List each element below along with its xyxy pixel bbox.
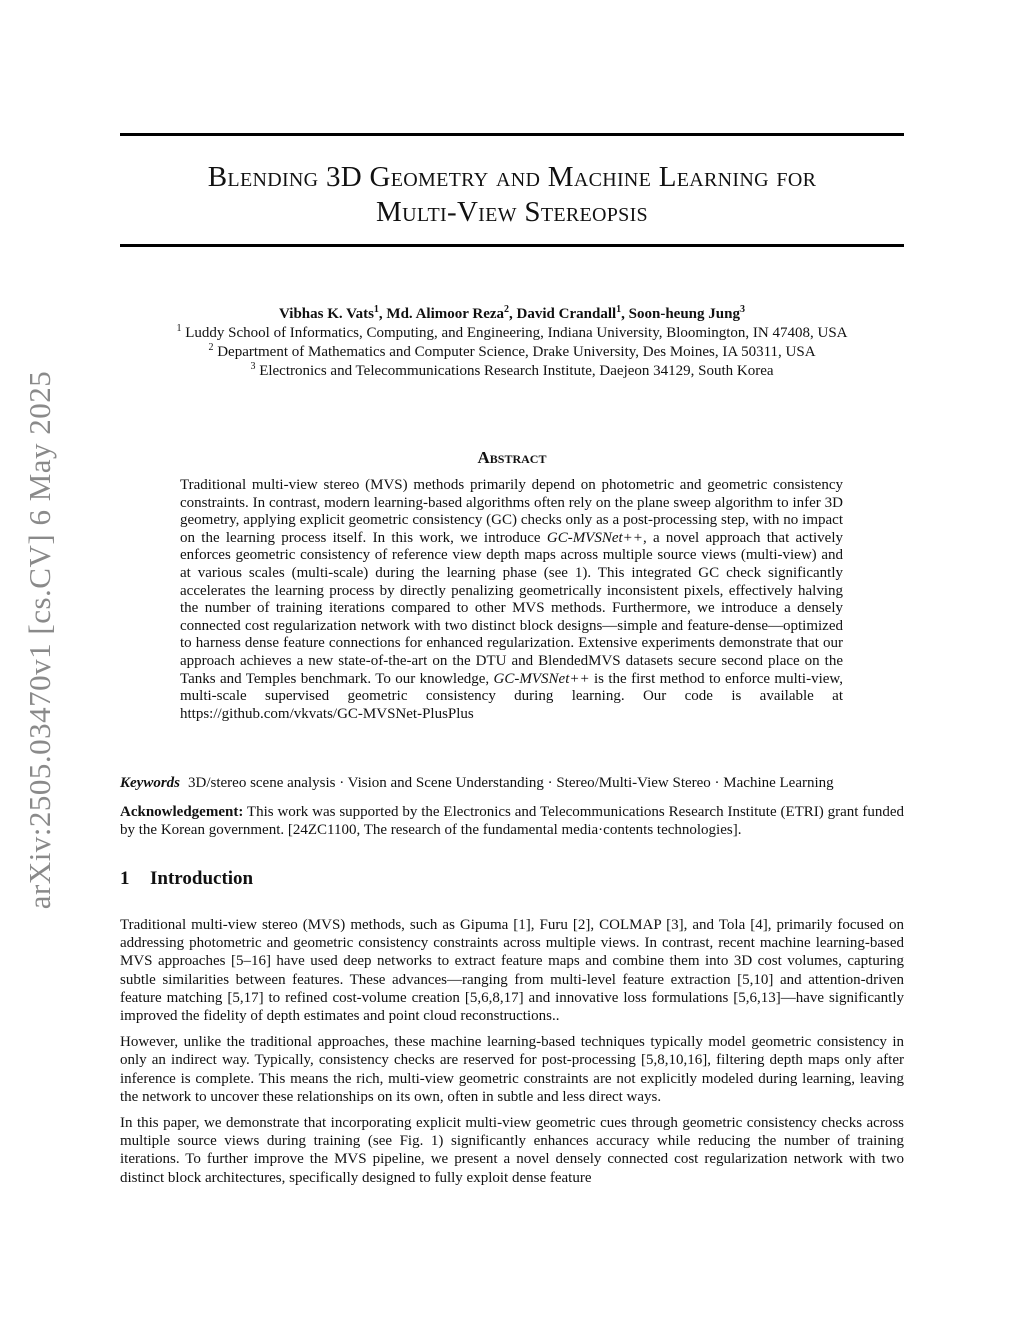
affiliation-text: Department of Mathematics and Computer Science, Drake University, Des Moines, IA 50311, USA: [217, 344, 816, 360]
author-separator: ,: [509, 306, 517, 322]
arxiv-identifier-stamp: arXiv:2505.03470v1 [cs.CV] 6 May 2025: [22, 370, 57, 910]
keywords-line: [120, 774, 904, 792]
body-paragraph: However, unlike the traditional approaches, these machine learning-based techniques typically model geometric consistency in only an indirect way. Typically, consistency checks are reserved for post-processing [5,8,10,16], filtering depth maps only after inference is complete. This means the rich, multi-view geometric constraints are not explicitly modeled during learning, leaving the network to uncover these relationships on its own, often in subtle and less direct ways.: [120, 1034, 904, 1105]
title-bottom-rule: [120, 244, 904, 247]
author-affiliation-mark: 3: [739, 304, 745, 315]
author-name: David Crandall: [516, 306, 617, 322]
affiliation-line: [120, 343, 904, 362]
keywords-label: Keywords: [120, 775, 180, 791]
affiliation-text: Electronics and Telecommunications Research Institute, Daejeon 34129, South Korea: [259, 363, 774, 379]
abstract-text-part: Traditional multi-view stereo (MVS) methods primarily depend on photometric and geometric consistency constraints. In contrast, modern learning-based algorithms often rely on the plane sweep algorithm to infer 3D geometry, applying explicit geometric consistency (GC) checks only as a post-processing step, with no impact on the learning process itself. In this work, we introduce: [180, 477, 843, 546]
affiliation-number: 1: [176, 323, 182, 334]
title-line-2: Multi-View Stereopsis: [376, 196, 648, 228]
acknowledgement-label: Acknowledgement:: [120, 804, 244, 820]
paper-title: [120, 160, 904, 230]
author-name: Md. Alimoor Reza: [386, 306, 505, 322]
author-name: Soon-heung Jung: [628, 306, 740, 322]
abstract-heading: Abstract: [477, 448, 547, 467]
author-affiliation-mark: 1: [616, 304, 622, 315]
author-list: [120, 304, 904, 324]
body-paragraph: In this paper, we demonstrate that incorporating explicit multi-view geometric cues through geometric consistency checks across multiple source views during training (see Fig. 1) significantly enhances accuracy while reducing the number of training iterations. To further improve the MVS pipeline, we present a novel densely connected cost regularization network with two distinct block architectures, specifically designed to fully exploit dense feature: [120, 1115, 904, 1186]
section-title: Introduction: [150, 868, 254, 889]
acknowledgement-paragraph: [120, 803, 904, 839]
author-name: Vibhas K. Vats: [279, 306, 374, 322]
affiliation-number: 2: [208, 342, 214, 353]
author-affiliation-mark: 2: [504, 304, 510, 315]
affiliation-text: Luddy School of Informatics, Computing, and Engineering, Indiana University, Bloomington, IN 47408, USA: [185, 325, 848, 341]
author-affiliation-mark: 1: [373, 304, 379, 315]
author-block: [120, 304, 904, 381]
abstract-text-part: , a novel approach that actively enforces geometric consistency of reference view depth maps across multiple source views (multi-view) and at various scales (multi-scale) during the learning phase (see 1). This integrated GC check significantly accelerates the learning process by directly penalizing geometrically inconsistent pixels, effectively halving the number of training iterations compared to other MVS methods. Furthermore, we introduce a densely connected cost regularization network with two distinct block designs—simple and feature-dense—optimized to harness dense feature connections for enhanced regularization. Extensive experiments demonstrate that our approach achieves a new state-of-the-art on the DTU and BlendedMVS datasets secure second place on the Tanks and Temples benchmark. To our knowledge,: [180, 529, 843, 687]
keywords-text: 3D/stereo scene analysis · Vision and Scene Understanding · Stereo/Multi-View Stereo · Machine Learning: [188, 775, 834, 791]
abstract-text-part: is the first method to enforce multi-view, multi-scale supervised geometric consistency during learning. Our code is available at https://github.com/vkvats/GC-MVSNet-PlusPlus: [180, 670, 843, 722]
body-paragraph: Traditional multi-view stereo (MVS) methods, such as Gipuma [1], Furu [2], COLMAP [3], and Tola [4], primarily focused on addressing photometric and geometric consistency constraints across multiple views. In contrast, recent machine learning-based MVS approaches [5–16] have used deep networks to extract feature maps and combine them into 3D cost volumes, capturing subtle similarities between features. These advances—ranging from multi-level feature extraction [5,10] and attention-driven feature matching [5,17] to refined cost-volume creation [5,6,8,17] and innovative loss formulations [5,6,13]—have significantly improved the fidelity of depth estimates and point cloud reconstructions..: [120, 917, 904, 1025]
introduction-body: [120, 916, 904, 1195]
section-number: 1: [120, 868, 130, 889]
author-separator: ,: [621, 306, 629, 322]
affiliation-number: 3: [250, 361, 256, 372]
abstract-text: [180, 477, 843, 723]
acknowledgement-text: This work was supported by the Electronics and Telecommunications Research Institute (ETRI) grant funded by the Korean government. [24ZC1100, The research of the fundamental media·contents technologies].: [120, 804, 904, 838]
method-name: GC-MVSNet++: [546, 529, 643, 546]
section-heading-introduction: [120, 868, 253, 890]
affiliation-line: [120, 324, 904, 343]
title-line-1: Blending 3D Geometry and Machine Learning for: [207, 161, 817, 193]
method-name: GC-MVSNet++: [493, 670, 590, 687]
author-separator: ,: [378, 306, 387, 322]
affiliation-line: [120, 362, 904, 381]
title-top-rule: [120, 133, 904, 136]
